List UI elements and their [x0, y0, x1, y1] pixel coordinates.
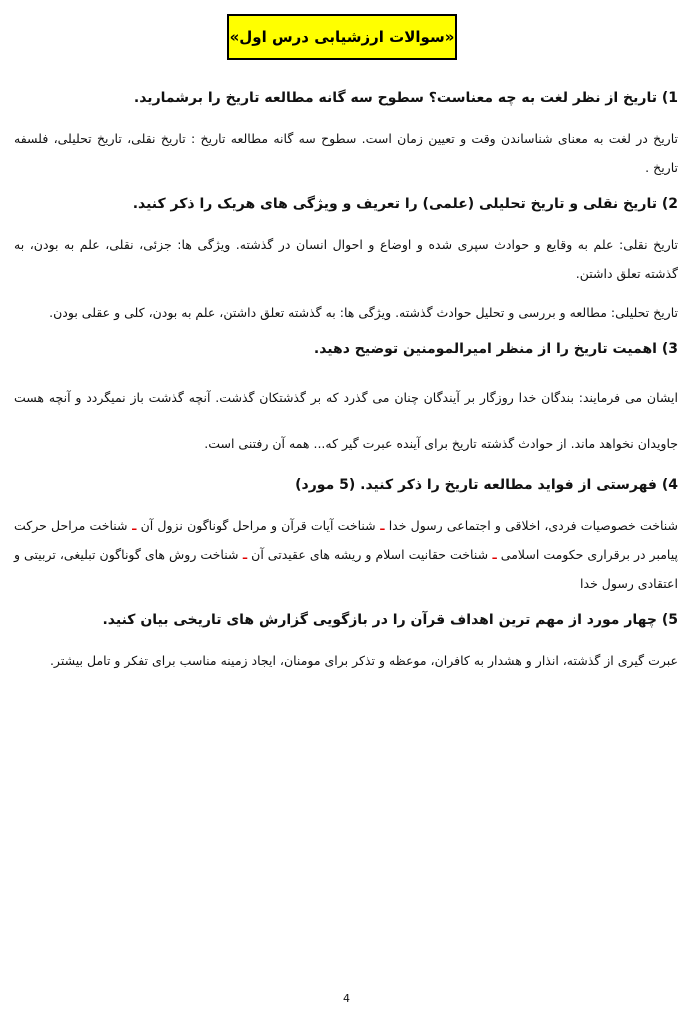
page-title: «سوالات ارزشیابی درس اول»	[227, 14, 457, 60]
page-number: 4	[343, 992, 350, 1005]
question-1: 1) تاریخ از نظر لغت به چه معناست؟ سطوح سه گانه مطالعه تاریخ را برشمارید.	[133, 90, 678, 106]
separator-dash: ـ	[238, 547, 248, 562]
question-3: 3) اهمیت تاریخ را از منظر امیرالمومنین توضیح دهید.	[313, 341, 678, 357]
benefit-item: شناخت مراحل حرکت پیامبر در برقراری حکومت اسلامی	[14, 518, 678, 562]
separator-dash: ـ	[375, 518, 385, 533]
answer-4-list	[14, 511, 678, 598]
answer-5: عبرت گیری از گذشته، انذار و هشدار به کافران، موعظه و تذکر برای مومنان، ایجاد زمینه مناسب برای تفکر و تامل بیشتر.	[49, 653, 678, 668]
separator-dash: ـ	[488, 547, 497, 562]
question-2: 2) تاریخ نقلی و تاریخ تحلیلی (علمی) را تعریف و ویژگی های هریک را ذکر کنید.	[132, 196, 678, 212]
benefit-item: شناخت آیات قرآن و مراحل گوناگون نزول آن	[140, 518, 376, 533]
benefit-item: شناخت حقانیت اسلام و ریشه های عقیدتی آن	[251, 547, 489, 562]
answer-2-part-1: تاریخ نقلی: علم به وقایع و حوادث سپری شده و اوضاع و احوال انسان در گذشته. ویژگی ها: جزئی، نقلی، علم به بودن، به گذشته تعلق داشتن.	[14, 237, 678, 281]
question-5: 5) چهار مورد از مهم ترین اهداف قرآن را در بازگویی گزارش های تاریخی بیان کنید.	[102, 612, 678, 628]
answer-2-part-2: تاریخ تحلیلی: مطالعه و بررسی و تحلیل حوادث گذشته. ویژگی ها: به گذشته تعلق داشتن، علم به بودن، کلی و عقلی بودن.	[49, 305, 678, 320]
separator-dash: ـ	[127, 518, 137, 533]
answer-3: ایشان می فرمایند: بندگان خدا روزگار بر آیندگان چنان می گذرد که بر گذشتکان گذشت. آنچه گذشت باز نمیگردد و آنچه هست جاویدان نخواهد ماند. از حوادث گذشته تاریخ برای آینده عبرت گیر که... همه آن رفتنی است.	[14, 390, 678, 451]
question-4: 4) فهرستی از فواید مطالعه تاریخ را ذکر کنید. (5 مورد)	[295, 477, 678, 493]
answer-1: تاریخ در لغت به معنای شناساندن وقت و تعیین زمان است. سطوح سه گانه مطالعه تاریخ : تاریخ نقلی، تاریخ تحلیلی، فلسفه تاریخ .	[14, 131, 678, 175]
questions-section	[14, 82, 678, 685]
benefit-item: شناخت روش های گوناگون تبلیغی، تربیتی و اعتقادی رسول خدا	[14, 547, 678, 591]
benefit-item: شناخت خصوصیات فردی، اخلاقی و اجتماعی رسول خدا	[388, 518, 679, 533]
